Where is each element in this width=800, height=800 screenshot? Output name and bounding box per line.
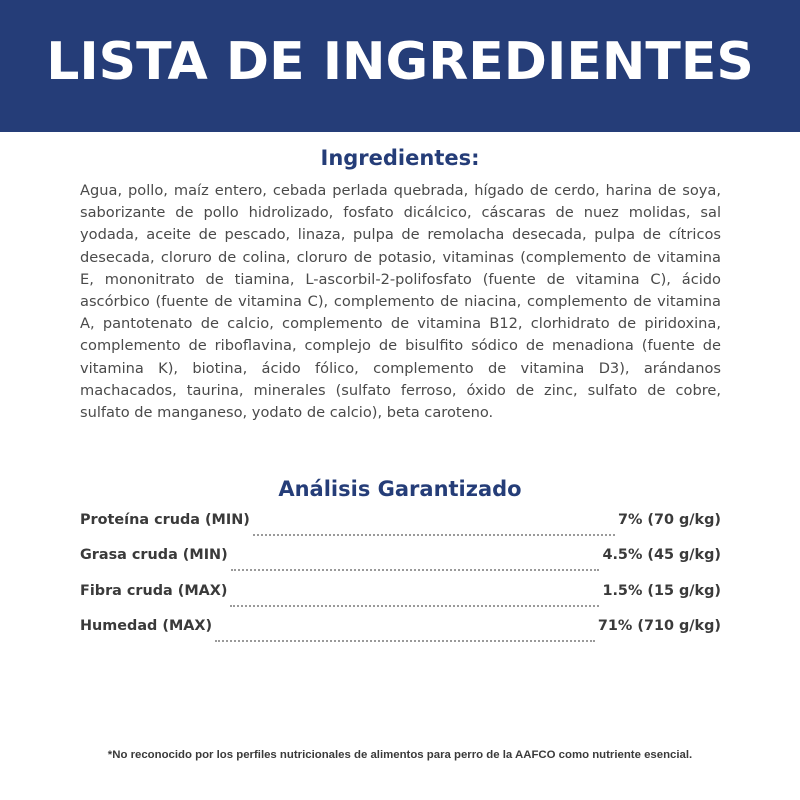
analysis-row-protein (80, 512, 721, 547)
guaranteed-analysis-heading: Análisis Garantizado (278, 477, 522, 501)
analysis-value: 71% (710 g/kg) (597, 617, 721, 634)
analysis-label: Humedad (MAX) (80, 617, 213, 634)
analysis-value: 7% (70 g/kg) (617, 512, 721, 528)
dot-leader (231, 568, 600, 571)
analysis-row-fat (80, 547, 721, 582)
footnote: *No reconocido por los perfiles nutricionales de alimentos para perro de la AAFCO como nutriente esencial. (107, 749, 693, 761)
dot-leader (215, 639, 595, 642)
analysis-row-fiber (80, 583, 721, 618)
guaranteed-analysis-list (80, 512, 721, 653)
analysis-label: Fibra cruda (MAX) (80, 582, 228, 599)
analysis-value: 1.5% (15 g/kg) (602, 582, 721, 599)
analysis-label: Grasa cruda (MIN) (80, 547, 228, 564)
analysis-value: 4.5% (45 g/kg) (602, 547, 721, 564)
ingredients-heading: Ingredientes: (320, 146, 480, 170)
dot-leader (253, 533, 615, 536)
header-banner (0, 0, 800, 132)
analysis-row-moisture (80, 618, 721, 653)
analysis-label: Proteína cruda (MIN) (80, 512, 250, 528)
page-title: LISTA DE INGREDIENTES (46, 32, 754, 92)
dot-leader (230, 604, 599, 607)
ingredients-text: Agua, pollo, maíz entero, cebada perlada quebrada, hígado de cerdo, harina de soya, saborizante de pollo hidrolizado, fosfato dicálcico, cáscaras de nuez molidas, sal yodada, aceite de pescado, linaza, pulpa de remolacha desecada, pulpa de cítricos desecada, cloruro de colina, cloruro de potasio, vitaminas (complemento de vitamina E, mononitrato de tiamina, L-ascorbil-2-polifosfato (fuente de vitamina C), ácido ascórbico (fuente de vitamina C), complemento de niacina, complemento de vitamina A, pantotenato de calcio, complemento de vitamina B12, clorhidrato de piridoxina, complemento de riboflavina, complejo de bisulfito sódico de menadiona (fuente de vitamina K), biotina, ácido fólico, complemento de vitamina D3), arándanos machacados, taurina, minerales (sulfato ferroso, óxido de zinc, sulfato de cobre, sulfato de manganeso, yodato de calcio), beta caroteno. (80, 182, 721, 422)
